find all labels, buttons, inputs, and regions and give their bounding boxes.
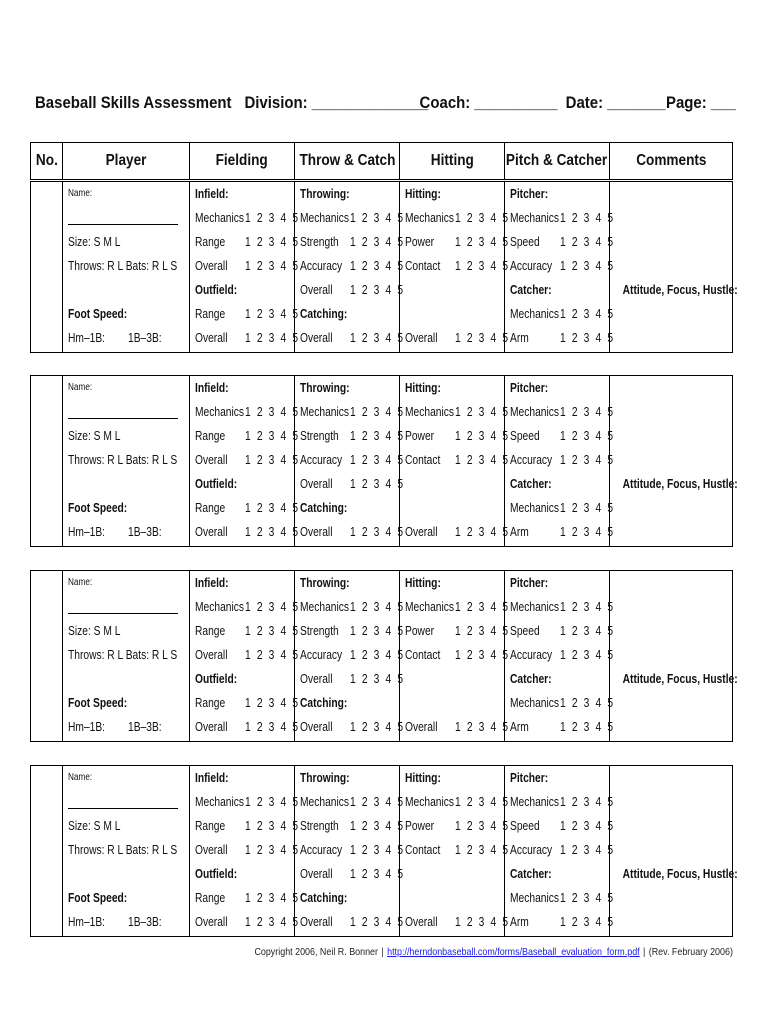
hitting-mechanics-rating[interactable]: 1 2 3 4 5 (455, 405, 510, 419)
throwing-label: Throwing: (300, 771, 350, 785)
throwing-accuracy-label: Accuracy (300, 259, 343, 273)
pitcher-label: Pitcher: (510, 576, 549, 590)
catcher-mechanics-rating[interactable]: 1 2 3 4 5 (560, 891, 615, 905)
name-label: Name: (68, 577, 93, 588)
pitcher-mechanics-rating[interactable]: 1 2 3 4 5 (560, 600, 615, 614)
hitting-contact-rating[interactable]: 1 2 3 4 5 (455, 453, 510, 467)
throwing-accuracy-rating[interactable]: 1 2 3 4 5 (350, 648, 405, 662)
fielding-mechanics-rating[interactable]: 1 2 3 4 5 (245, 211, 300, 225)
infield-label: Infield: (195, 187, 229, 201)
form-url-link[interactable]: http://herndonbaseball.com/forms/Baseball_evaluation_form.pdf (387, 946, 640, 958)
number-cell[interactable] (31, 571, 62, 741)
fielding-mechanics-rating[interactable]: 1 2 3 4 5 (245, 600, 300, 614)
column-header-throw-catch: Throw & Catch (294, 143, 399, 179)
catching-label: Catching: (300, 891, 348, 905)
fielding-range-rating[interactable]: 1 2 3 4 5 (245, 624, 300, 638)
fielding-mechanics-label: Mechanics (195, 211, 244, 225)
catcher-mechanics-rating[interactable]: 1 2 3 4 5 (560, 307, 615, 321)
hitting-mechanics-label: Mechanics (405, 795, 454, 809)
foot-speed-label: Foot Speed: (68, 307, 128, 321)
fielding-mechanics-rating[interactable]: 1 2 3 4 5 (245, 795, 300, 809)
throwing-mechanics-label: Mechanics (300, 405, 349, 419)
catcher-arm-rating[interactable]: 1 2 3 4 5 (560, 720, 615, 734)
pitcher-accuracy-rating[interactable]: 1 2 3 4 5 (560, 843, 615, 857)
hm-1b-field[interactable]: Hm–1B: (68, 915, 106, 929)
footer (0, 946, 733, 958)
pitcher-accuracy-label: Accuracy (510, 259, 553, 273)
catcher-label: Catcher: (510, 477, 552, 491)
outfield-overall-label: Overall (195, 525, 228, 539)
comments-cell[interactable] (609, 182, 738, 352)
page-field[interactable]: Page: ___ (665, 93, 736, 112)
foot-speed-label: Foot Speed: (68, 696, 128, 710)
pitcher-speed-label: Speed (510, 624, 540, 638)
player-block (30, 765, 738, 937)
pitcher-mechanics-label: Mechanics (510, 600, 559, 614)
size-options[interactable]: Size: S M L (68, 235, 121, 249)
outfield-overall-label: Overall (195, 720, 228, 734)
outfield-overall-label: Overall (195, 331, 228, 345)
hitting-cell (399, 182, 510, 352)
throwing-mechanics-label: Mechanics (300, 795, 349, 809)
pitch-catcher-cell (504, 182, 615, 352)
catcher-mechanics-label: Mechanics (510, 696, 559, 710)
throwing-overall-rating[interactable]: 1 2 3 4 5 (350, 477, 405, 491)
throwing-overall-rating[interactable]: 1 2 3 4 5 (350, 283, 405, 297)
catcher-label: Catcher: (510, 283, 552, 297)
fielding-range-rating[interactable]: 1 2 3 4 5 (245, 429, 300, 443)
attitude-focus-hustle-label: Attitude, Focus, Hustle: (622, 867, 738, 881)
attitude-focus-hustle-label: Attitude, Focus, Hustle: (622, 283, 738, 297)
throw-catch-cell (294, 571, 405, 741)
catching-overall-label: Overall (300, 915, 333, 929)
revision-text: (Rev. February 2006) (648, 946, 733, 958)
fielding-range-label: Range (195, 235, 226, 249)
foot-speed-label: Foot Speed: (68, 891, 128, 905)
fielding-mechanics-label: Mechanics (195, 600, 244, 614)
coach-field[interactable]: Coach: __________ (419, 93, 558, 112)
outfield-label: Outfield: (195, 672, 238, 686)
hitting-power-rating[interactable]: 1 2 3 4 5 (455, 624, 510, 638)
catching-label: Catching: (300, 307, 348, 321)
hitting-power-rating[interactable]: 1 2 3 4 5 (455, 429, 510, 443)
catcher-arm-label: Arm (510, 915, 529, 929)
hitting-power-label: Power (405, 819, 435, 833)
catching-label: Catching: (300, 501, 348, 515)
hitting-contact-label: Contact (405, 843, 441, 857)
hitting-power-label: Power (405, 235, 435, 249)
number-cell[interactable] (31, 182, 62, 352)
pitch-catcher-cell (504, 766, 615, 936)
hitting-overall-label: Overall (405, 915, 438, 929)
pitch-catcher-cell (504, 376, 615, 546)
throwing-overall-label: Overall (300, 283, 333, 297)
foot-speed-label: Foot Speed: (68, 501, 128, 515)
comments-cell[interactable] (609, 376, 738, 546)
hitting-mechanics-rating[interactable]: 1 2 3 4 5 (455, 211, 510, 225)
throwing-overall-label: Overall (300, 672, 333, 686)
hm-1b-field[interactable]: Hm–1B: (68, 331, 106, 345)
hitting-mechanics-rating[interactable]: 1 2 3 4 5 (455, 795, 510, 809)
throwing-strength-rating[interactable]: 1 2 3 4 5 (350, 819, 405, 833)
fielding-range-label: Range (195, 624, 226, 638)
size-options[interactable]: Size: S M L (68, 429, 121, 443)
hitting-contact-label: Contact (405, 648, 441, 662)
throwing-overall-label: Overall (300, 867, 333, 881)
name-input-line[interactable] (68, 613, 178, 614)
column-header-player: Player (62, 143, 189, 179)
outfield-overall-label: Overall (195, 915, 228, 929)
column-header-hitting: Hitting (399, 143, 504, 179)
table-header-row (30, 142, 733, 180)
fielding-cell (189, 182, 300, 352)
catcher-mechanics-label: Mechanics (510, 501, 559, 515)
catching-overall-rating[interactable]: 1 2 3 4 5 (350, 720, 405, 734)
fielding-range-label: Range (195, 429, 226, 443)
throwing-strength-label: Strength (300, 624, 339, 638)
fielding-cell (189, 766, 300, 936)
pitcher-mechanics-rating[interactable]: 1 2 3 4 5 (560, 211, 615, 225)
pitcher-mechanics-label: Mechanics (510, 405, 559, 419)
catcher-arm-rating[interactable]: 1 2 3 4 5 (560, 525, 615, 539)
outfield-overall-rating[interactable]: 1 2 3 4 5 (245, 331, 300, 345)
throwing-strength-label: Strength (300, 235, 339, 249)
outfield-range-label: Range (195, 891, 226, 905)
throwing-accuracy-label: Accuracy (300, 843, 343, 857)
pitcher-mechanics-label: Mechanics (510, 795, 559, 809)
outfield-range-rating[interactable]: 1 2 3 4 5 (245, 891, 300, 905)
hitting-overall-label: Overall (405, 331, 438, 345)
fielding-mechanics-label: Mechanics (195, 795, 244, 809)
outfield-range-rating[interactable]: 1 2 3 4 5 (245, 696, 300, 710)
number-cell[interactable] (31, 376, 62, 546)
catcher-mechanics-rating[interactable]: 1 2 3 4 5 (560, 696, 615, 710)
throwing-overall-label: Overall (300, 477, 333, 491)
throwing-label: Throwing: (300, 576, 350, 590)
player-block (30, 375, 738, 547)
column-header-no: No. (35, 152, 58, 169)
pitcher-speed-label: Speed (510, 819, 540, 833)
catching-overall-label: Overall (300, 720, 333, 734)
throwing-label: Throwing: (300, 381, 350, 395)
hitting-power-label: Power (405, 624, 435, 638)
catcher-label: Catcher: (510, 672, 552, 686)
catcher-arm-label: Arm (510, 720, 529, 734)
fielding-overall-rating[interactable]: 1 2 3 4 5 (245, 843, 300, 857)
pitcher-label: Pitcher: (510, 187, 549, 201)
pitcher-label: Pitcher: (510, 771, 549, 785)
catching-overall-rating[interactable]: 1 2 3 4 5 (350, 525, 405, 539)
pitcher-mechanics-label: Mechanics (510, 211, 559, 225)
1b-3b-field[interactable]: 1B–3B: (128, 331, 162, 345)
pitcher-accuracy-label: Accuracy (510, 453, 553, 467)
size-options[interactable]: Size: S M L (68, 624, 121, 638)
infield-label: Infield: (195, 381, 229, 395)
hitting-mechanics-label: Mechanics (405, 600, 454, 614)
outfield-range-label: Range (195, 696, 226, 710)
size-options[interactable]: Size: S M L (68, 819, 121, 833)
throwing-overall-rating[interactable]: 1 2 3 4 5 (350, 672, 405, 686)
number-cell[interactable] (31, 766, 62, 936)
hitting-overall-rating[interactable]: 1 2 3 4 5 (455, 720, 510, 734)
name-label: Name: (68, 772, 93, 783)
pitcher-mechanics-rating[interactable]: 1 2 3 4 5 (560, 405, 615, 419)
throwing-mechanics-rating[interactable]: 1 2 3 4 5 (350, 795, 405, 809)
attitude-focus-hustle-label: Attitude, Focus, Hustle: (622, 672, 738, 686)
hitting-contact-rating[interactable]: 1 2 3 4 5 (455, 648, 510, 662)
fielding-overall-rating[interactable]: 1 2 3 4 5 (245, 259, 300, 273)
hitting-mechanics-label: Mechanics (405, 211, 454, 225)
player-block (30, 570, 738, 742)
hitting-mechanics-rating[interactable]: 1 2 3 4 5 (455, 600, 510, 614)
hitting-contact-label: Contact (405, 259, 441, 273)
throws-bats-options[interactable]: Throws: R L Bats: R L S (68, 453, 178, 467)
throwing-strength-label: Strength (300, 819, 339, 833)
name-input-line[interactable] (68, 224, 178, 225)
outfield-range-label: Range (195, 307, 226, 321)
catching-overall-label: Overall (300, 525, 333, 539)
pitcher-speed-label: Speed (510, 429, 540, 443)
fielding-overall-rating[interactable]: 1 2 3 4 5 (245, 648, 300, 662)
hitting-overall-label: Overall (405, 720, 438, 734)
fielding-mechanics-rating[interactable]: 1 2 3 4 5 (245, 405, 300, 419)
fielding-cell (189, 376, 300, 546)
form-title: Baseball Skills Assessment (35, 93, 232, 112)
outfield-range-rating[interactable]: 1 2 3 4 5 (245, 307, 300, 321)
hm-1b-field[interactable]: Hm–1B: (68, 525, 106, 539)
footer-separator: | (381, 946, 384, 958)
fielding-overall-label: Overall (195, 453, 228, 467)
player-block (30, 181, 738, 353)
throwing-mechanics-label: Mechanics (300, 600, 349, 614)
fielding-range-label: Range (195, 819, 226, 833)
pitcher-mechanics-rating[interactable]: 1 2 3 4 5 (560, 795, 615, 809)
attitude-focus-hustle-label: Attitude, Focus, Hustle: (622, 477, 738, 491)
hitting-contact-rating[interactable]: 1 2 3 4 5 (455, 843, 510, 857)
catcher-arm-rating[interactable]: 1 2 3 4 5 (560, 915, 615, 929)
throwing-strength-label: Strength (300, 429, 339, 443)
catcher-arm-label: Arm (510, 331, 529, 345)
pitcher-speed-rating[interactable]: 1 2 3 4 5 (560, 235, 615, 249)
throwing-mechanics-rating[interactable]: 1 2 3 4 5 (350, 405, 405, 419)
fielding-overall-label: Overall (195, 843, 228, 857)
hitting-contact-rating[interactable]: 1 2 3 4 5 (455, 259, 510, 273)
fielding-range-rating[interactable]: 1 2 3 4 5 (245, 235, 300, 249)
catching-overall-label: Overall (300, 331, 333, 345)
player-cell (62, 571, 189, 741)
comments-cell[interactable] (609, 571, 738, 741)
player-cell (62, 376, 189, 546)
throw-catch-cell (294, 182, 405, 352)
catcher-mechanics-rating[interactable]: 1 2 3 4 5 (560, 501, 615, 515)
copyright-text: Copyright 2006, Neil R. Bonner (254, 946, 379, 958)
throwing-mechanics-rating[interactable]: 1 2 3 4 5 (350, 211, 405, 225)
throwing-accuracy-rating[interactable]: 1 2 3 4 5 (350, 843, 405, 857)
catcher-mechanics-label: Mechanics (510, 891, 559, 905)
catcher-mechanics-label: Mechanics (510, 307, 559, 321)
hitting-mechanics-label: Mechanics (405, 405, 454, 419)
player-cell (62, 182, 189, 352)
catcher-arm-label: Arm (510, 525, 529, 539)
hitting-overall-label: Overall (405, 525, 438, 539)
throwing-label: Throwing: (300, 187, 350, 201)
throw-catch-cell (294, 766, 405, 936)
catcher-arm-rating[interactable]: 1 2 3 4 5 (560, 331, 615, 345)
name-input-line[interactable] (68, 808, 178, 809)
fielding-mechanics-label: Mechanics (195, 405, 244, 419)
name-label: Name: (68, 188, 93, 199)
throwing-mechanics-rating[interactable]: 1 2 3 4 5 (350, 600, 405, 614)
hitting-cell (399, 571, 510, 741)
pitcher-speed-rating[interactable]: 1 2 3 4 5 (560, 624, 615, 638)
outfield-label: Outfield: (195, 867, 238, 881)
hitting-cell (399, 766, 510, 936)
pitcher-speed-rating[interactable]: 1 2 3 4 5 (560, 819, 615, 833)
hitting-label: Hitting: (405, 576, 441, 590)
fielding-overall-rating[interactable]: 1 2 3 4 5 (245, 453, 300, 467)
throwing-mechanics-label: Mechanics (300, 211, 349, 225)
throwing-overall-rating[interactable]: 1 2 3 4 5 (350, 867, 405, 881)
catching-label: Catching: (300, 696, 348, 710)
pitcher-accuracy-rating[interactable]: 1 2 3 4 5 (560, 259, 615, 273)
throwing-accuracy-label: Accuracy (300, 453, 343, 467)
fielding-range-rating[interactable]: 1 2 3 4 5 (245, 819, 300, 833)
pitcher-label: Pitcher: (510, 381, 549, 395)
catching-overall-rating[interactable]: 1 2 3 4 5 (350, 915, 405, 929)
player-cell (62, 766, 189, 936)
outfield-range-rating[interactable]: 1 2 3 4 5 (245, 501, 300, 515)
infield-label: Infield: (195, 576, 229, 590)
form-header (35, 93, 736, 119)
fielding-overall-label: Overall (195, 648, 228, 662)
throwing-strength-rating[interactable]: 1 2 3 4 5 (350, 624, 405, 638)
pitch-catcher-cell (504, 571, 615, 741)
hitting-label: Hitting: (405, 187, 441, 201)
throwing-accuracy-rating[interactable]: 1 2 3 4 5 (350, 259, 405, 273)
pitcher-accuracy-label: Accuracy (510, 648, 553, 662)
hitting-overall-rating[interactable]: 1 2 3 4 5 (455, 525, 510, 539)
hitting-label: Hitting: (405, 771, 441, 785)
1b-3b-field[interactable]: 1B–3B: (128, 720, 162, 734)
pitcher-speed-rating[interactable]: 1 2 3 4 5 (560, 429, 615, 443)
outfield-overall-rating[interactable]: 1 2 3 4 5 (245, 720, 300, 734)
throwing-strength-rating[interactable]: 1 2 3 4 5 (350, 235, 405, 249)
name-label: Name: (68, 382, 93, 393)
throwing-accuracy-rating[interactable]: 1 2 3 4 5 (350, 453, 405, 467)
throws-bats-options[interactable]: Throws: R L Bats: R L S (68, 843, 178, 857)
fielding-cell (189, 571, 300, 741)
hitting-power-rating[interactable]: 1 2 3 4 5 (455, 819, 510, 833)
column-header-fielding: Fielding (189, 143, 294, 179)
infield-label: Infield: (195, 771, 229, 785)
footer-separator: | (643, 946, 646, 958)
throwing-strength-rating[interactable]: 1 2 3 4 5 (350, 429, 405, 443)
column-header-comments: Comments (609, 143, 732, 179)
pitcher-speed-label: Speed (510, 235, 540, 249)
1b-3b-field[interactable]: 1B–3B: (128, 915, 162, 929)
date-field[interactable]: Date: _______ (565, 93, 666, 112)
pitcher-accuracy-rating[interactable]: 1 2 3 4 5 (560, 648, 615, 662)
outfield-range-label: Range (195, 501, 226, 515)
catcher-label: Catcher: (510, 867, 552, 881)
outfield-overall-rating[interactable]: 1 2 3 4 5 (245, 915, 300, 929)
hitting-power-label: Power (405, 429, 435, 443)
throws-bats-options[interactable]: Throws: R L Bats: R L S (68, 648, 178, 662)
outfield-label: Outfield: (195, 283, 238, 297)
pitcher-accuracy-rating[interactable]: 1 2 3 4 5 (560, 453, 615, 467)
hitting-cell (399, 376, 510, 546)
hm-1b-field[interactable]: Hm–1B: (68, 720, 106, 734)
fielding-overall-label: Overall (195, 259, 228, 273)
column-header-pitch-catcher: Pitch & Catcher (504, 143, 609, 179)
throws-bats-options[interactable]: Throws: R L Bats: R L S (68, 259, 178, 273)
outfield-overall-rating[interactable]: 1 2 3 4 5 (245, 525, 300, 539)
hitting-power-rating[interactable]: 1 2 3 4 5 (455, 235, 510, 249)
division-field[interactable]: Division: ______________ (244, 93, 429, 112)
hitting-label: Hitting: (405, 381, 441, 395)
catching-overall-rating[interactable]: 1 2 3 4 5 (350, 331, 405, 345)
outfield-label: Outfield: (195, 477, 238, 491)
throw-catch-cell (294, 376, 405, 546)
name-input-line[interactable] (68, 418, 178, 419)
comments-cell[interactable] (609, 766, 738, 936)
throwing-accuracy-label: Accuracy (300, 648, 343, 662)
hitting-overall-rating[interactable]: 1 2 3 4 5 (455, 331, 510, 345)
1b-3b-field[interactable]: 1B–3B: (128, 525, 162, 539)
hitting-overall-rating[interactable]: 1 2 3 4 5 (455, 915, 510, 929)
pitcher-accuracy-label: Accuracy (510, 843, 553, 857)
hitting-contact-label: Contact (405, 453, 441, 467)
